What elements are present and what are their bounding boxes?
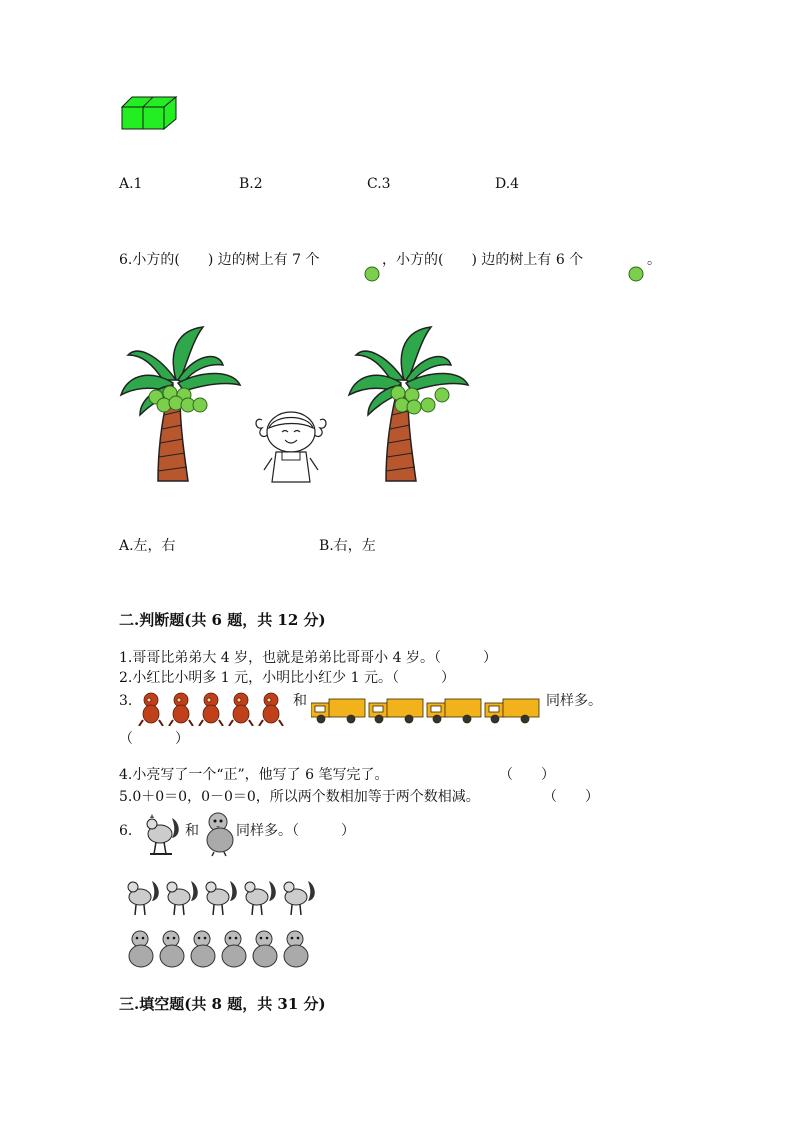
option-a[interactable]: A.左，右: [119, 538, 176, 554]
palm-tree-left-image: [118, 325, 243, 485]
question-6-end: 。: [647, 252, 661, 268]
monkey-group-image: [137, 692, 289, 726]
answer-paren[interactable]: （ ）: [543, 789, 599, 805]
section-3-heading: 三.填空题(共 8 题，共 31 分): [119, 995, 326, 1013]
option-a[interactable]: A.1: [119, 176, 143, 192]
option-b[interactable]: B.右，左: [319, 538, 376, 554]
chick-icon: [202, 810, 236, 858]
coconut-icon: [628, 266, 644, 282]
section-2-heading: 二.判断题(共 6 题，共 12 分): [119, 611, 326, 629]
judge-item-1: 1.哥哥比弟弟大 4 岁，也就是弟弟比哥哥小 4 岁。（ ）: [119, 650, 497, 666]
truck-group-image: [311, 695, 543, 725]
judge-item-3-number: 3.: [119, 693, 133, 709]
judge-item-4: 4.小亮写了一个“正”，他写了 6 笔写完了。: [119, 767, 389, 783]
rooster-icon: [142, 812, 184, 858]
judge-item-2: 2.小红比小明多 1 元，小明比小红少 1 元。（ ）: [119, 670, 455, 686]
judge-item-3-and: 和: [293, 693, 307, 709]
cube-figure: [120, 95, 180, 131]
rooster-row-image: [124, 877, 319, 919]
option-b[interactable]: B.2: [239, 176, 263, 192]
judge-item-6-number: 6.: [119, 823, 133, 839]
question-6-part2: ，小方的( ) 边的树上有 6 个: [382, 252, 584, 268]
judge-item-3-tail: 同样多。: [546, 693, 602, 709]
chick-row-image: [126, 928, 312, 972]
answer-paren[interactable]: （ ）: [499, 767, 555, 783]
option-d[interactable]: D.4: [495, 176, 520, 192]
answer-paren[interactable]: （ ）: [119, 731, 189, 747]
judge-item-5: 5.0＋0＝0，0－0＝0，所以两个数相加等于两个数相减。: [119, 789, 480, 805]
coconut-icon: [364, 266, 380, 282]
palm-tree-right-image: [346, 325, 471, 485]
option-c[interactable]: C.3: [367, 176, 391, 192]
girl-xiaofang-image: [252, 408, 330, 486]
question-6-part1: 6.小方的( ) 边的树上有 7 个: [119, 252, 320, 268]
judge-item-6-tail: 同样多。（ ）: [236, 823, 355, 839]
judge-item-6-and: 和: [185, 823, 199, 839]
